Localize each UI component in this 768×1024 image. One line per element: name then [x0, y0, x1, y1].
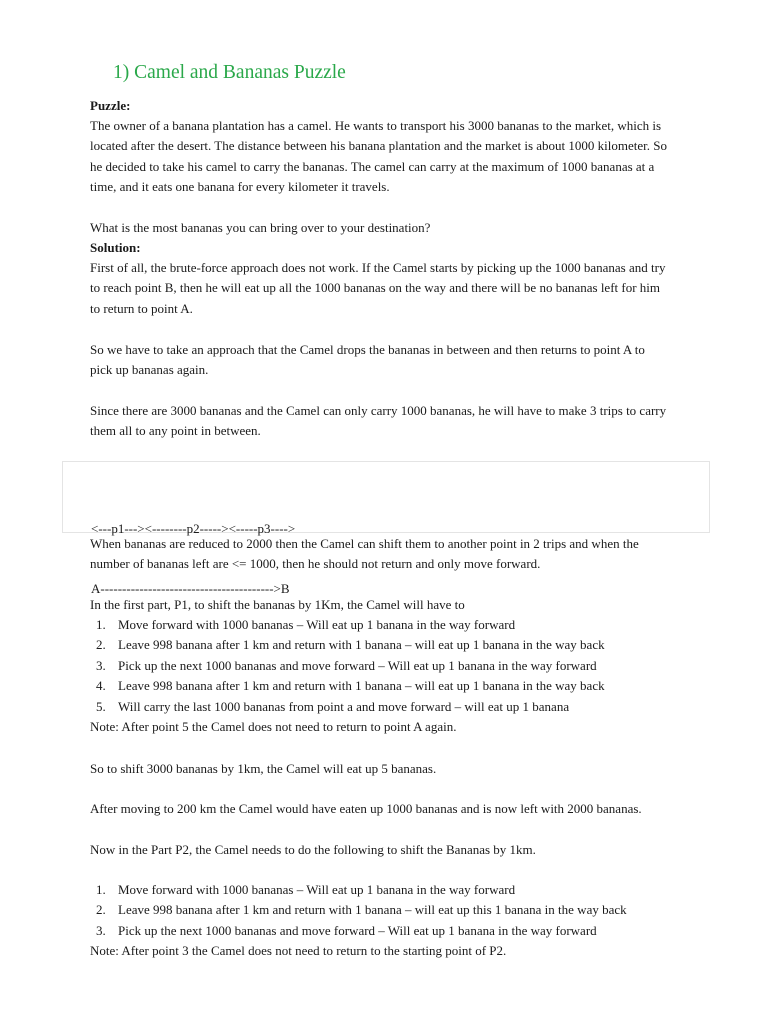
part2-steps-list — [90, 880, 680, 941]
list-number: 3. — [96, 922, 106, 938]
solution-paragraph-1 — [90, 258, 680, 319]
list-item-text: Pick up the next 1000 bananas and move forward – Will eat up 1 banana in the way forward — [118, 657, 597, 673]
solution-paragraph-2 — [90, 340, 680, 381]
list-item-text: Leave 998 banana after 1 km and return with 1 banana – will eat up 1 banana in the way back — [118, 678, 605, 694]
text-line: So we have to take an approach that the Camel drops the bananas in between and then returns to point A to — [90, 342, 645, 357]
diagram-route-line: A---------------------------------------->B — [91, 581, 290, 596]
text-line: When bananas are reduced to 2000 then the Camel can shift them to another point in 2 trips and when the — [90, 536, 639, 551]
text-line: to return to point A. — [90, 300, 193, 316]
diagram-segments-line: <---p1---><--------p2-----><-----p3----> — [91, 521, 296, 536]
list-item — [90, 697, 680, 717]
text-line: Since there are 3000 bananas and the Camel can only carry 1000 bananas, he will have to make 3 trips to carry — [90, 403, 667, 418]
solution-paragraph-3 — [90, 401, 680, 442]
list-item-text: Will carry the last 1000 bananas from point a and move forward – will eat up 1 banana — [118, 698, 570, 714]
part2-note: Note: After point 3 the Camel does not need to return to the starting point of P2. — [90, 943, 507, 958]
part2-intro: Now in the Part P2, the Camel needs to do the following to shift the Bananas by 1km. — [90, 842, 536, 857]
part1-intro: In the first part, P1, to shift the bananas by 1Km, the Camel will have to — [90, 597, 465, 612]
list-item — [90, 676, 680, 696]
text-line: he decided to take his camel to carry the bananas. The camel can carry at the maximum of 1000 bananas at a — [90, 158, 655, 174]
list-item — [90, 921, 680, 941]
list-item-text: Move forward with 1000 bananas – Will eat up 1 banana in the way forward — [118, 617, 516, 632]
text-line: The owner of a banana plantation has a camel. He wants to transport his 3000 bananas to the market, which is — [90, 118, 662, 133]
list-item — [90, 900, 680, 920]
text-line: to reach point B, then he will eat up all the 1000 bananas on the way and there will be no bananas left for him — [90, 280, 661, 296]
list-item-text: Move forward with 1000 bananas – Will eat up 1 banana in the way forward — [118, 882, 516, 897]
list-item-text: Leave 998 banana after 1 km and return with 1 banana – will eat up 1 banana in the way back — [118, 637, 605, 653]
list-item — [90, 880, 680, 900]
list-number: 1. — [96, 882, 106, 897]
puzzle-heading: Puzzle: — [90, 98, 131, 113]
text-line: them all to any point in between. — [90, 423, 261, 439]
list-item-text: Pick up the next 1000 bananas and move forward – Will eat up 1 banana in the way forward — [118, 922, 597, 938]
puzzle-paragraph — [90, 116, 680, 198]
list-number: 3. — [96, 657, 106, 673]
text-line: time, and it eats one banana for every kilometer it travels. — [90, 179, 390, 195]
text-line: pick up bananas again. — [90, 362, 209, 378]
list-number: 2. — [96, 637, 106, 653]
diagram-code — [91, 479, 295, 639]
list-item — [90, 656, 680, 676]
list-number: 4. — [96, 678, 106, 694]
text-line: located after the desert. The distance between his banana plantation and the market is about 1000 kilometer. So — [90, 138, 667, 154]
page-title: 1) Camel and Bananas Puzzle — [113, 62, 346, 83]
list-number: 5. — [96, 698, 106, 714]
list-item-text: Leave 998 banana after 1 km and return with 1 banana – will eat up this 1 banana in the way back — [118, 902, 627, 918]
shift-text: So to shift 3000 bananas by 1km, the Camel will eat up 5 bananas. — [90, 761, 437, 776]
list-number: 1. — [96, 617, 106, 632]
text-line: number of bananas left are <= 1000, then he should not return and only move forward. — [90, 556, 541, 572]
after200-text: After moving to 200 km the Camel would have eaten up 1000 bananas and is now left with 2000 bananas. — [90, 801, 642, 816]
text-line: First of all, the brute-force approach does not work. If the Camel starts by picking up the 1000 bananas and try — [90, 260, 666, 275]
solution-heading: Solution: — [90, 240, 141, 255]
list-number: 2. — [96, 902, 106, 918]
part1-note: Note: After point 5 the Camel does not need to return to point A again. — [90, 719, 457, 734]
question-text: What is the most bananas you can bring over to your destination? — [90, 220, 431, 235]
